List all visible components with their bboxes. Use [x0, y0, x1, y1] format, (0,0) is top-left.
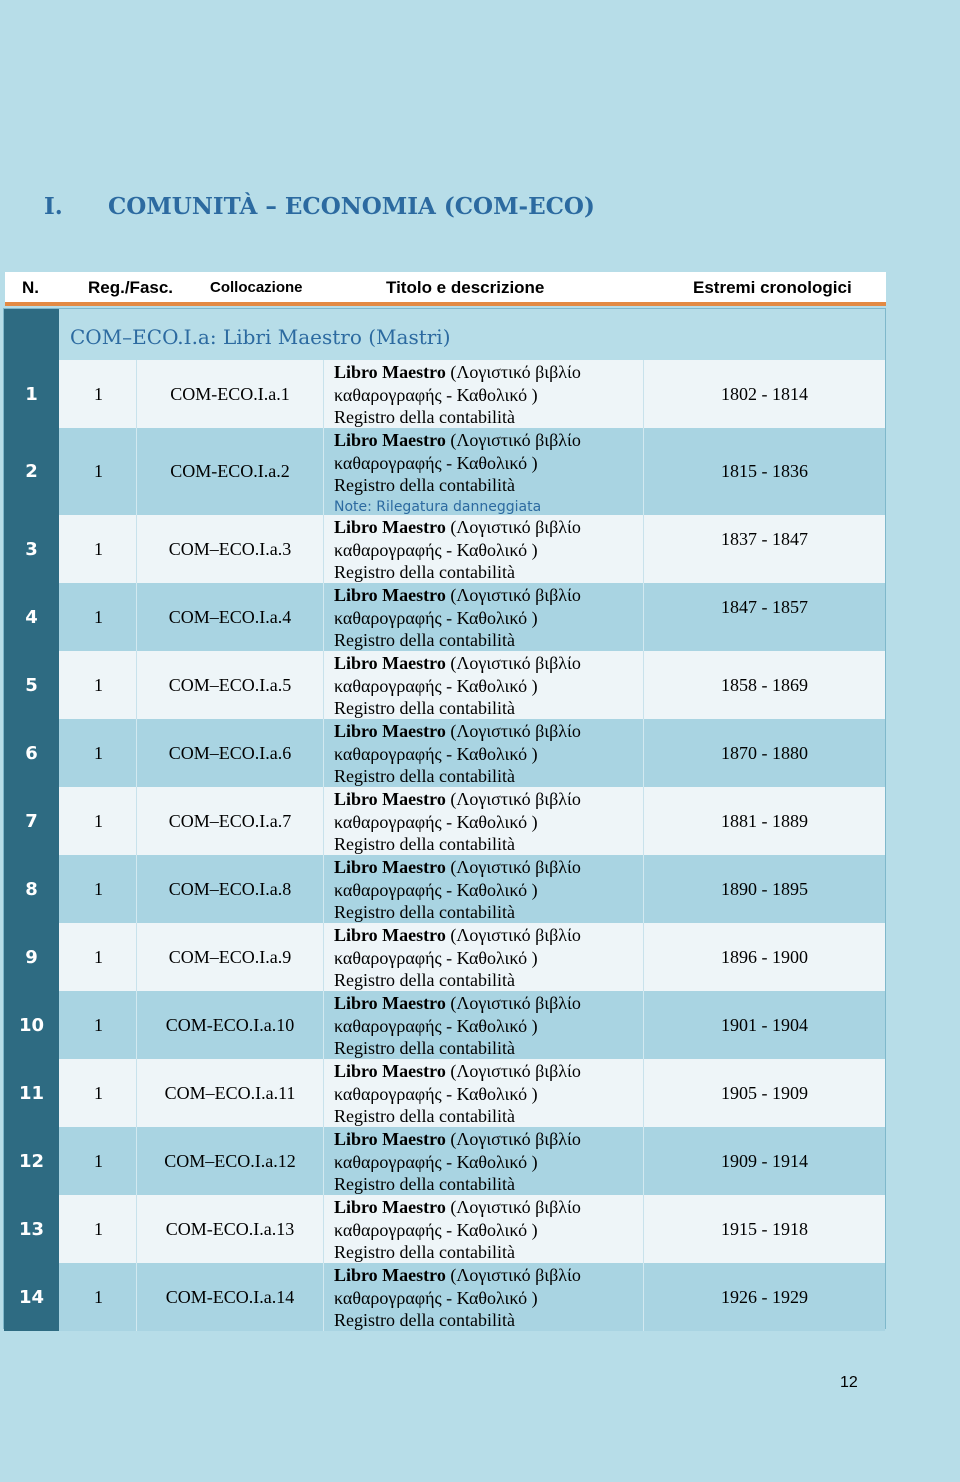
- row-collocation: COM–ECO.I.a.6: [137, 719, 324, 787]
- row-dates: 1815 - 1836: [721, 461, 808, 481]
- title-bold: Libro Maestro: [334, 1061, 446, 1081]
- row-collocation: COM-ECO.I.a.10: [137, 991, 324, 1059]
- title-rest: (Λογιστικό βιβλίο: [445, 430, 581, 450]
- title-line-3: Registro della contabilità: [334, 970, 515, 990]
- title-line-3: Registro della contabilità: [334, 902, 515, 922]
- section-number-cell: [4, 309, 59, 360]
- title-line-1: [334, 652, 643, 675]
- title-bold: Libro Maestro: [334, 993, 446, 1013]
- page-heading: [44, 193, 595, 220]
- row-number: 3: [4, 515, 59, 583]
- title-rest: (Λογιστικό βιβλίο: [445, 857, 581, 877]
- row-title: [324, 923, 644, 991]
- row-dates: 1896 - 1900: [721, 946, 808, 967]
- row-reg: 1: [59, 991, 137, 1059]
- row-dates: 1901 - 1904: [721, 1014, 808, 1035]
- title-line-3: Registro della contabilità: [334, 698, 515, 718]
- title-rest: (Λογιστικό βιβλίο: [445, 1265, 581, 1285]
- row-dates: 1858 - 1869: [721, 674, 808, 695]
- title-line-3: Registro della contabilità: [334, 475, 515, 495]
- title-line-3: Registro della contabilità: [334, 1174, 515, 1194]
- row-title: [324, 855, 644, 923]
- title-line-2: καθαρογραφής - Καθολικό ): [334, 452, 538, 473]
- row-reg: 1: [59, 1059, 137, 1127]
- row-number: 8: [4, 855, 59, 923]
- row-dates: 1881 - 1889: [721, 810, 808, 831]
- column-header-dates: Estremi cronologici: [693, 278, 852, 297]
- title-line-2: καθαρογραφής - Καθολικό ): [334, 947, 538, 968]
- title-line-2: καθαρογραφής - Καθολικό ): [334, 1015, 538, 1036]
- row-dates: 1926 - 1929: [721, 1286, 808, 1307]
- title-line-2: καθαρογραφής - Καθολικό ): [334, 384, 538, 405]
- row-dates: 1847 - 1857: [721, 597, 808, 617]
- row-collocation: COM-ECO.I.a.13: [137, 1195, 324, 1263]
- table-row: [4, 1195, 885, 1263]
- table-row: [4, 1059, 885, 1127]
- row-number: 11: [4, 1059, 59, 1127]
- title-line-3: Registro della contabilità: [334, 1038, 515, 1058]
- title-bold: Libro Maestro: [334, 362, 446, 382]
- title-line-3: Registro della contabilità: [334, 766, 515, 786]
- title-rest: (Λογιστικό βιβλίο: [445, 1197, 581, 1217]
- table-row: [4, 855, 885, 923]
- row-title: [324, 583, 644, 651]
- row-number: 9: [4, 923, 59, 991]
- title-line-3: Registro della contabilità: [334, 562, 515, 582]
- row-title: [324, 1127, 644, 1195]
- title-line-3: Registro della contabilità: [334, 1106, 515, 1126]
- title-bold: Libro Maestro: [334, 1265, 446, 1285]
- row-reg: 1: [59, 923, 137, 991]
- row-title: [324, 515, 644, 583]
- title-line-1: [334, 516, 643, 539]
- row-collocation: COM–ECO.I.a.9: [137, 923, 324, 991]
- title-line-1: [334, 1128, 643, 1151]
- row-reg: 1: [59, 651, 137, 719]
- row-number: 7: [4, 787, 59, 855]
- title-line-2: καθαρογραφής - Καθολικό ): [334, 675, 538, 696]
- row-dates: 1905 - 1909: [721, 1082, 808, 1103]
- section-title: COM–ECO.I.a: Libri Maestro (Mastri): [70, 325, 451, 349]
- column-header-reg: Reg./Fasc.: [88, 278, 174, 297]
- row-number: 2: [4, 428, 59, 515]
- title-line-3: Registro della contabilità: [334, 834, 515, 854]
- title-line-2: καθαρογραφής - Καθολικό ): [334, 811, 538, 832]
- title-line-1: [334, 429, 643, 452]
- row-dates: 1909 - 1914: [721, 1150, 808, 1171]
- title-line-1: [334, 1060, 643, 1083]
- row-reg: 1: [59, 360, 137, 428]
- title-rest: (Λογιστικό βιβλίο: [445, 1129, 581, 1149]
- row-reg: 1: [59, 787, 137, 855]
- title-bold: Libro Maestro: [334, 517, 446, 537]
- table-row: [4, 991, 885, 1059]
- row-reg: 1: [59, 855, 137, 923]
- row-title: [324, 1059, 644, 1127]
- table-row: [4, 515, 885, 583]
- row-collocation: COM–ECO.I.a.11: [137, 1059, 324, 1127]
- row-number: 1: [4, 360, 59, 428]
- table-row: [4, 651, 885, 719]
- title-line-1: [334, 1264, 643, 1287]
- row-dates: 1802 - 1814: [721, 383, 808, 404]
- title-rest: (Λογιστικό βιβλίο: [445, 517, 581, 537]
- table-row: [4, 1127, 885, 1195]
- row-dates: 1837 - 1847: [721, 529, 808, 549]
- title-line-2: καθαρογραφής - Καθολικό ): [334, 879, 538, 900]
- table-row: [4, 923, 885, 991]
- row-reg: 1: [59, 1263, 137, 1331]
- table-row: [4, 719, 885, 787]
- table-row: [4, 428, 885, 515]
- row-collocation: COM–ECO.I.a.12: [137, 1127, 324, 1195]
- table-row: [4, 787, 885, 855]
- row-number: 14: [4, 1263, 59, 1331]
- title-line-3: Registro della contabilità: [334, 1310, 515, 1330]
- table-row: [4, 360, 885, 428]
- title-line-1: [334, 720, 643, 743]
- heading-number: I.: [44, 193, 63, 220]
- row-number: 13: [4, 1195, 59, 1263]
- row-reg: 1: [59, 1127, 137, 1195]
- row-collocation: COM-ECO.I.a.14: [137, 1263, 324, 1331]
- row-collocation: COM-ECO.I.a.2: [137, 428, 324, 515]
- title-bold: Libro Maestro: [334, 1129, 446, 1149]
- row-collocation: COM–ECO.I.a.5: [137, 651, 324, 719]
- heading-title: COMUNITÀ – ECONOMIA (COM-ECO): [108, 193, 595, 220]
- title-rest: (Λογιστικό βιβλίο: [445, 653, 581, 673]
- section-row: [4, 309, 885, 360]
- title-bold: Libro Maestro: [334, 430, 446, 450]
- title-line-1: [334, 584, 643, 607]
- row-reg: 1: [59, 719, 137, 787]
- row-collocation: COM–ECO.I.a.4: [137, 583, 324, 651]
- title-line-3: Registro della contabilità: [334, 407, 515, 427]
- row-number: 12: [4, 1127, 59, 1195]
- row-collocation: COM–ECO.I.a.8: [137, 855, 324, 923]
- row-collocation: COM-ECO.I.a.1: [137, 360, 324, 428]
- row-reg: 1: [59, 428, 137, 515]
- table-row: [4, 583, 885, 651]
- table-row: [4, 1263, 885, 1331]
- row-title: [324, 1263, 644, 1331]
- title-line-1: [334, 992, 643, 1015]
- title-line-3: Registro della contabilità: [334, 1242, 515, 1262]
- title-rest: (Λογιστικό βιβλίο: [445, 585, 581, 605]
- row-number: 10: [4, 991, 59, 1059]
- row-reg: 1: [59, 583, 137, 651]
- inventory-table: [3, 308, 886, 1329]
- title-rest: (Λογιστικό βιβλίο: [445, 362, 581, 382]
- title-line-1: [334, 924, 643, 947]
- column-header-title: Titolo e descrizione: [386, 278, 545, 297]
- title-line-2: καθαρογραφής - Καθολικό ): [334, 1151, 538, 1172]
- row-collocation: COM–ECO.I.a.7: [137, 787, 324, 855]
- row-number: 4: [4, 583, 59, 651]
- row-title: [324, 428, 644, 515]
- row-reg: 1: [59, 515, 137, 583]
- title-line-2: καθαρογραφής - Καθολικό ): [334, 743, 538, 764]
- title-rest: (Λογιστικό βιβλίο: [445, 721, 581, 741]
- column-header-col: Collocazione: [210, 279, 303, 296]
- title-line-2: καθαρογραφής - Καθολικό ): [334, 1219, 538, 1240]
- title-rest: (Λογιστικό βιβλίο: [445, 789, 581, 809]
- title-bold: Libro Maestro: [334, 653, 446, 673]
- title-bold: Libro Maestro: [334, 585, 446, 605]
- title-bold: Libro Maestro: [334, 1197, 446, 1217]
- row-title: [324, 360, 644, 428]
- title-rest: (Λογιστικό βιβλίο: [445, 993, 581, 1013]
- row-dates: 1915 - 1918: [721, 1218, 808, 1239]
- row-collocation: COM–ECO.I.a.3: [137, 515, 324, 583]
- title-line-2: καθαρογραφής - Καθολικό ): [334, 539, 538, 560]
- row-dates: 1870 - 1880: [721, 742, 808, 763]
- title-bold: Libro Maestro: [334, 721, 446, 741]
- title-line-2: καθαρογραφής - Καθολικό ): [334, 1083, 538, 1104]
- row-title: [324, 651, 644, 719]
- title-rest: (Λογιστικό βιβλίο: [445, 1061, 581, 1081]
- title-line-1: [334, 788, 643, 811]
- row-reg: 1: [59, 1195, 137, 1263]
- row-number: 6: [4, 719, 59, 787]
- title-line-1: [334, 1196, 643, 1219]
- page-number: 12: [840, 1374, 858, 1391]
- title-line-3: Registro della contabilità: [334, 630, 515, 650]
- row-title: [324, 719, 644, 787]
- row-title: [324, 787, 644, 855]
- title-line-2: καθαρογραφής - Καθολικό ): [334, 607, 538, 628]
- title-line-2: καθαρογραφής - Καθολικό ): [334, 1287, 538, 1308]
- row-title: [324, 1195, 644, 1263]
- row-number: 5: [4, 651, 59, 719]
- row-title: [324, 991, 644, 1059]
- row-dates: 1890 - 1895: [721, 878, 808, 899]
- title-bold: Libro Maestro: [334, 857, 446, 877]
- title-bold: Libro Maestro: [334, 925, 446, 945]
- title-line-1: [334, 856, 643, 879]
- column-header-n: N.: [22, 278, 39, 297]
- title-rest: (Λογιστικό βιβλίο: [445, 925, 581, 945]
- title-line-1: [334, 361, 643, 384]
- table-header: [5, 272, 886, 306]
- row-note: Note: Rilegatura danneggiata: [334, 498, 542, 515]
- title-bold: Libro Maestro: [334, 789, 446, 809]
